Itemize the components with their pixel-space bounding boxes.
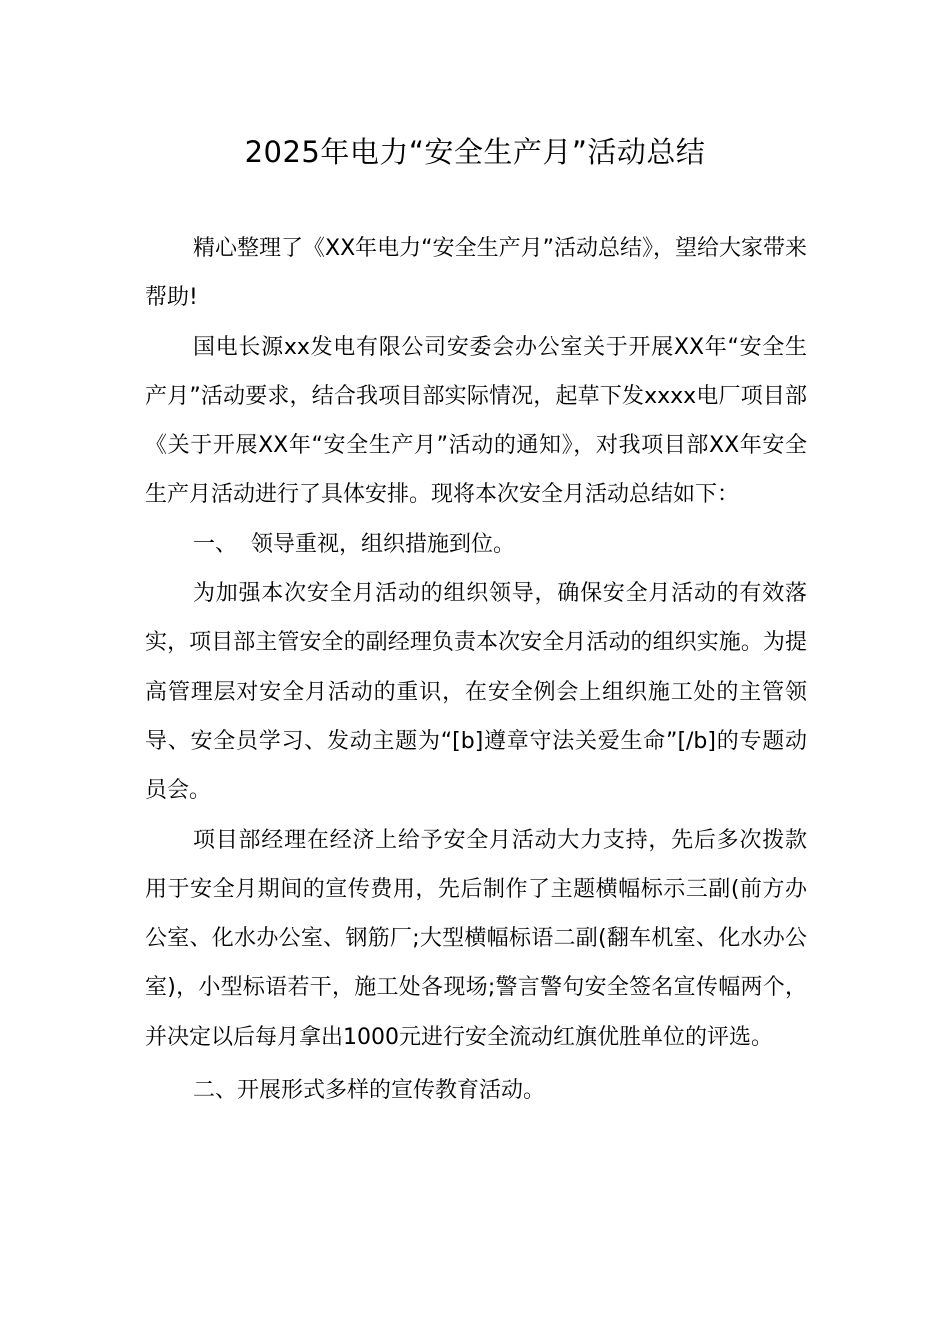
section-heading-2: 二、开展形式多样的宣传教育活动。 [193, 1078, 546, 1104]
document-title: 2025年电力“安全生产月”活动总结 [244, 135, 706, 169]
organization-paragraph: 为加强本次安全月活动的组织领导，确保安全月活动的有效落实，项目部主管安全的副经理负责本次安全月活动的组织实施。为提高管理层对安全月活动的重识，在安全例会上组织施工处的主管领导、安全员学习、发动主题为“[b]遵章守法关爱生命”[/b]的专题动员会。 [145, 581, 807, 804]
section-heading-1: 一、 领导重视，组织措施到位。 [193, 531, 515, 557]
funding-paragraph: 项目部经理在经济上给予安全月活动大力支持，先后多次拨款用于安全月期间的宣传费用，先后制作了主题横幅标示三副(前方办公室、化水办公室、钢筋厂;大型横幅标语二副(翻车机室、化水办公室)，小型标语若干，施工处各现场;警言警句安全签名宣传幅两个，并决定以后每月拿出1000元进行安全流动红旗优胜单位的评选。 [145, 827, 807, 1050]
intro-paragraph: 精心整理了《XX年电力“安全生产月”活动总结》，望给大家带来帮助! [145, 236, 807, 311]
background-paragraph: 国电长源xx发电有限公司安委会办公室关于开展XX年“安全生产月”活动要求，结合我项目部实际情况，起草下发xxxx电厂项目部《关于开展XX年“安全生产月”活动的通知》，对我项目部XX年安全生产月活动进行了具体安排。现将本次安全月活动总结如下： [145, 334, 807, 508]
document-body [145, 224, 807, 1115]
